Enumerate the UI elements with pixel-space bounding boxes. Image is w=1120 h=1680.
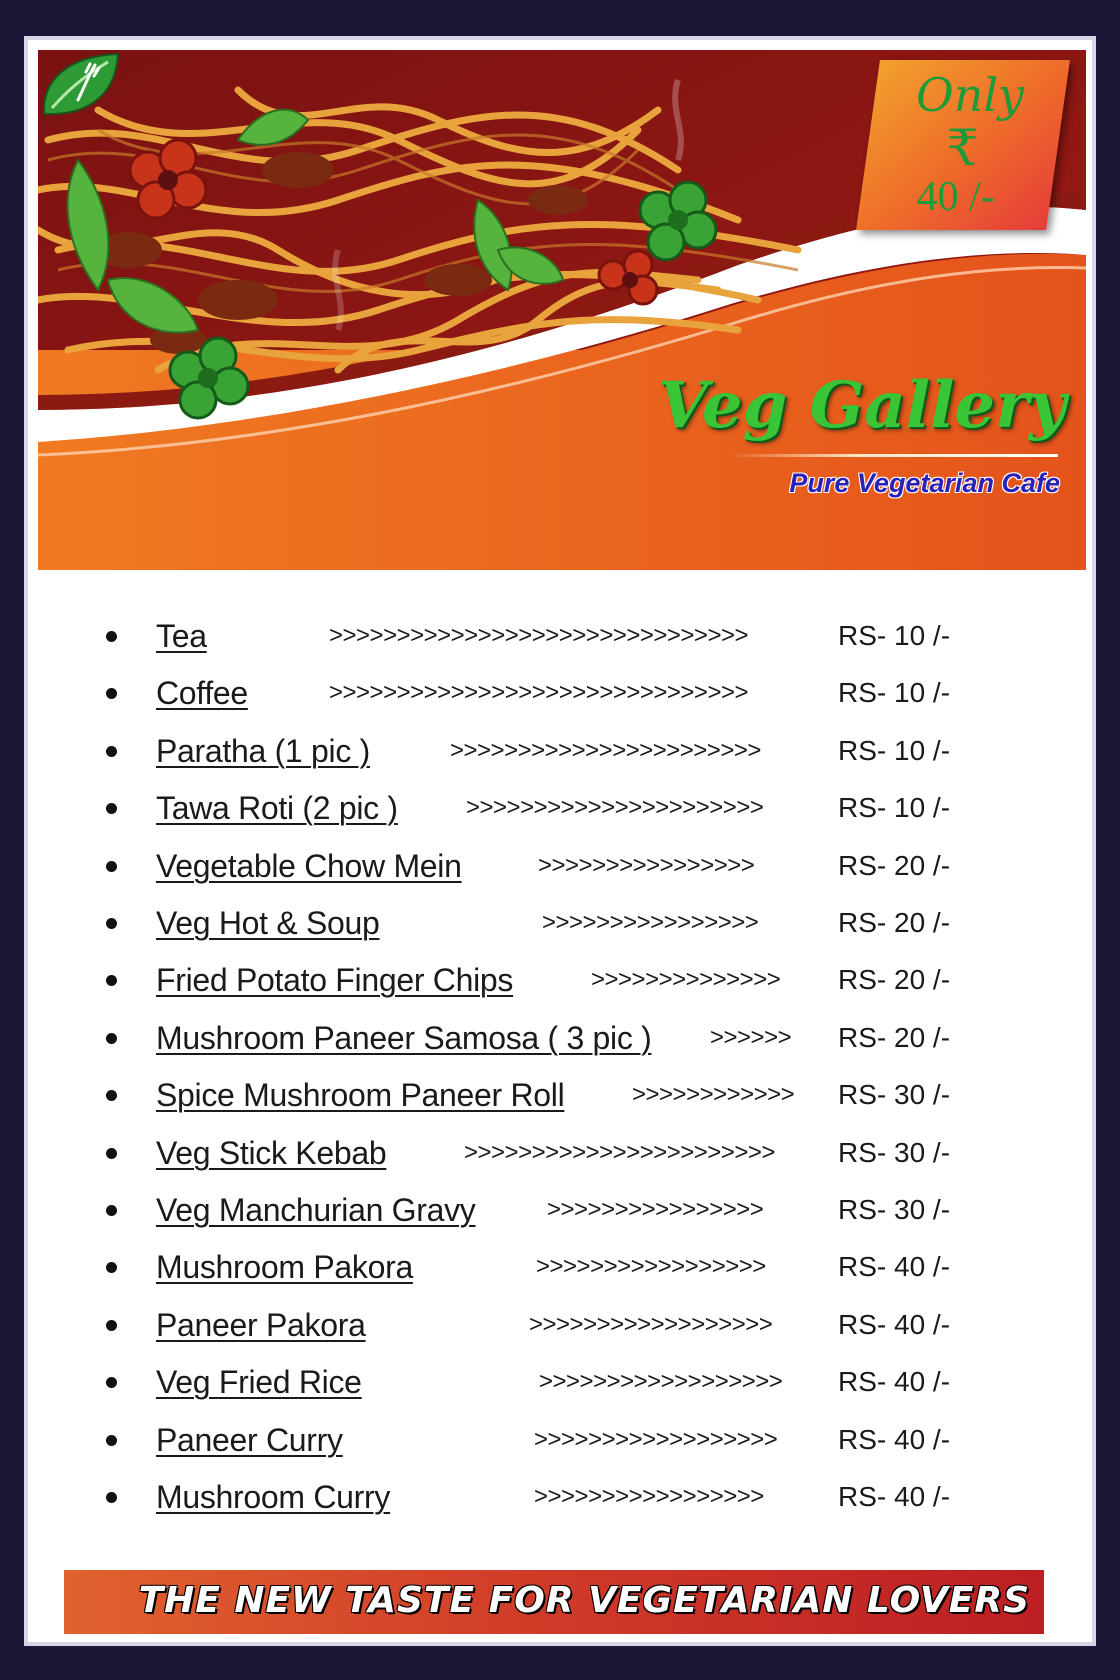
- menu-item-leader: >>>>>>>>>>>>>>>>>>>>>>>>>>>>>>>: [329, 679, 748, 706]
- menu-item-price: RS- 40 /-: [838, 1366, 951, 1397]
- menu-item-leader: >>>>>>>>>>>>>>>>: [547, 1196, 764, 1223]
- menu-item-name: Tawa Roti (2 pic ): [156, 790, 398, 826]
- menu-item-leader: >>>>>>>>>>>>>>>>>>>>>>>: [464, 1139, 775, 1166]
- menu-item-name: Veg Fried Rice: [156, 1364, 362, 1400]
- menu-item-price: RS- 40 /-: [838, 1251, 951, 1282]
- menu-item-name: Fried Potato Finger Chips: [156, 962, 514, 998]
- menu-item: [28, 1192, 1092, 1232]
- menu-poster: [24, 36, 1096, 1646]
- menu-item: [28, 1077, 1092, 1117]
- bullet-icon: [106, 1205, 117, 1216]
- rupee-symbol: ₹: [946, 119, 979, 177]
- menu-item: [28, 1135, 1092, 1175]
- menu-item-leader: >>>>>>>>>>>>>>>>>>>>>>>: [450, 737, 761, 764]
- menu-item-name: Mushroom Paneer Samosa ( 3 pic ): [156, 1020, 652, 1056]
- menu-item: [28, 618, 1092, 658]
- menu-item: [28, 1422, 1092, 1462]
- bullet-icon: [106, 1320, 117, 1331]
- menu-item-name: Mushroom Curry: [156, 1479, 391, 1515]
- menu-item-leader: >>>>>>>>>>>>: [632, 1081, 795, 1108]
- menu-item-name: Veg Hot & Soup: [156, 905, 380, 941]
- bullet-icon: [106, 1492, 117, 1503]
- menu-item-leader: >>>>>>>>>>>>>>: [591, 966, 781, 993]
- bullet-icon: [106, 1148, 117, 1159]
- menu-item-price: RS- 40 /-: [838, 1481, 951, 1512]
- menu-item: [28, 1249, 1092, 1289]
- menu-item: [28, 1307, 1092, 1347]
- bullet-icon: [106, 746, 117, 757]
- menu-item-price: RS- 10 /-: [838, 735, 951, 766]
- menu-item-price: RS- 10 /-: [838, 792, 951, 823]
- menu-item-leader: >>>>>>>>>>>>>>>>>>: [534, 1426, 778, 1453]
- menu-item-price: RS- 30 /-: [838, 1079, 951, 1110]
- bullet-icon: [106, 1435, 117, 1446]
- menu-item-name: Paneer Pakora: [156, 1307, 366, 1343]
- bullet-icon: [106, 688, 117, 699]
- menu-item-leader: >>>>>>: [710, 1024, 792, 1051]
- brand-divider: [728, 454, 1058, 457]
- brand-tagline: Pure Vegetarian Cafe: [789, 468, 1060, 498]
- menu-item-price: RS- 10 /-: [838, 677, 951, 708]
- bullet-icon: [106, 1377, 117, 1388]
- menu-item: [28, 733, 1092, 773]
- menu-item-name: Veg Manchurian Gravy: [156, 1192, 476, 1228]
- menu-item-name: Paneer Curry: [156, 1422, 343, 1458]
- bullet-icon: [106, 1262, 117, 1273]
- menu-item-price: RS- 20 /-: [838, 907, 951, 938]
- bullet-icon: [106, 975, 117, 986]
- menu-item: [28, 848, 1092, 888]
- bullet-icon: [106, 803, 117, 814]
- menu-item-leader: >>>>>>>>>>>>>>>>: [542, 909, 759, 936]
- footer-banner: [64, 1570, 1044, 1634]
- menu-item-name: Spice Mushroom Paneer Roll: [156, 1077, 565, 1113]
- menu-item-name: Coffee: [156, 675, 248, 711]
- bullet-icon: [106, 861, 117, 872]
- menu-item: [28, 962, 1092, 1002]
- price-tag-amount: 40 /-: [916, 174, 995, 220]
- menu-item: [28, 1020, 1092, 1060]
- menu-item-name: Paratha (1 pic ): [156, 733, 370, 769]
- menu-item-leader: >>>>>>>>>>>>>>>>>>: [539, 1368, 783, 1395]
- brand-name: Veg Gallery: [658, 368, 1066, 443]
- menu-item-price: RS- 20 /-: [838, 1022, 951, 1053]
- header-banner: [38, 50, 1086, 570]
- menu-item-price: RS- 20 /-: [838, 850, 951, 881]
- price-tag-only: Only: [915, 68, 1025, 122]
- menu-item-leader: >>>>>>>>>>>>>>>>>>>>>>>>>>>>>>>: [329, 622, 748, 649]
- menu-item-leader: >>>>>>>>>>>>>>>>: [538, 852, 755, 879]
- bullet-icon: [106, 631, 117, 642]
- menu-item-leader: >>>>>>>>>>>>>>>>>: [534, 1483, 764, 1510]
- menu-item-name: Mushroom Pakora: [156, 1249, 413, 1285]
- leaf-fork-logo-icon: [38, 50, 122, 120]
- menu-item-name: Vegetable Chow Mein: [156, 848, 462, 884]
- menu-item: [28, 1364, 1092, 1404]
- menu-item: [28, 1479, 1092, 1519]
- menu-item-price: RS- 40 /-: [838, 1424, 951, 1455]
- menu-item-name: Tea: [156, 618, 207, 654]
- menu-item-price: RS- 40 /-: [838, 1309, 951, 1340]
- price-tag-badge: [856, 60, 1070, 230]
- bullet-icon: [106, 918, 117, 929]
- menu-item-name: Veg Stick Kebab: [156, 1135, 387, 1171]
- menu-item-price: RS- 20 /-: [838, 964, 951, 995]
- menu-item-price: RS- 30 /-: [838, 1137, 951, 1168]
- bullet-icon: [106, 1033, 117, 1044]
- menu-item-leader: >>>>>>>>>>>>>>>>>>>>>>: [466, 794, 764, 821]
- bullet-icon: [106, 1090, 117, 1101]
- menu-item: [28, 675, 1092, 715]
- menu-item-leader: >>>>>>>>>>>>>>>>>: [536, 1253, 766, 1280]
- menu-item: [28, 790, 1092, 830]
- menu-item-price: RS- 30 /-: [838, 1194, 951, 1225]
- menu-item-leader: >>>>>>>>>>>>>>>>>>: [529, 1311, 773, 1338]
- menu-item: [28, 905, 1092, 945]
- menu-item-price: RS- 10 /-: [838, 620, 951, 651]
- footer-slogan: THE NEW TASTE FOR VEGETARIAN LOVERS: [138, 1580, 1030, 1621]
